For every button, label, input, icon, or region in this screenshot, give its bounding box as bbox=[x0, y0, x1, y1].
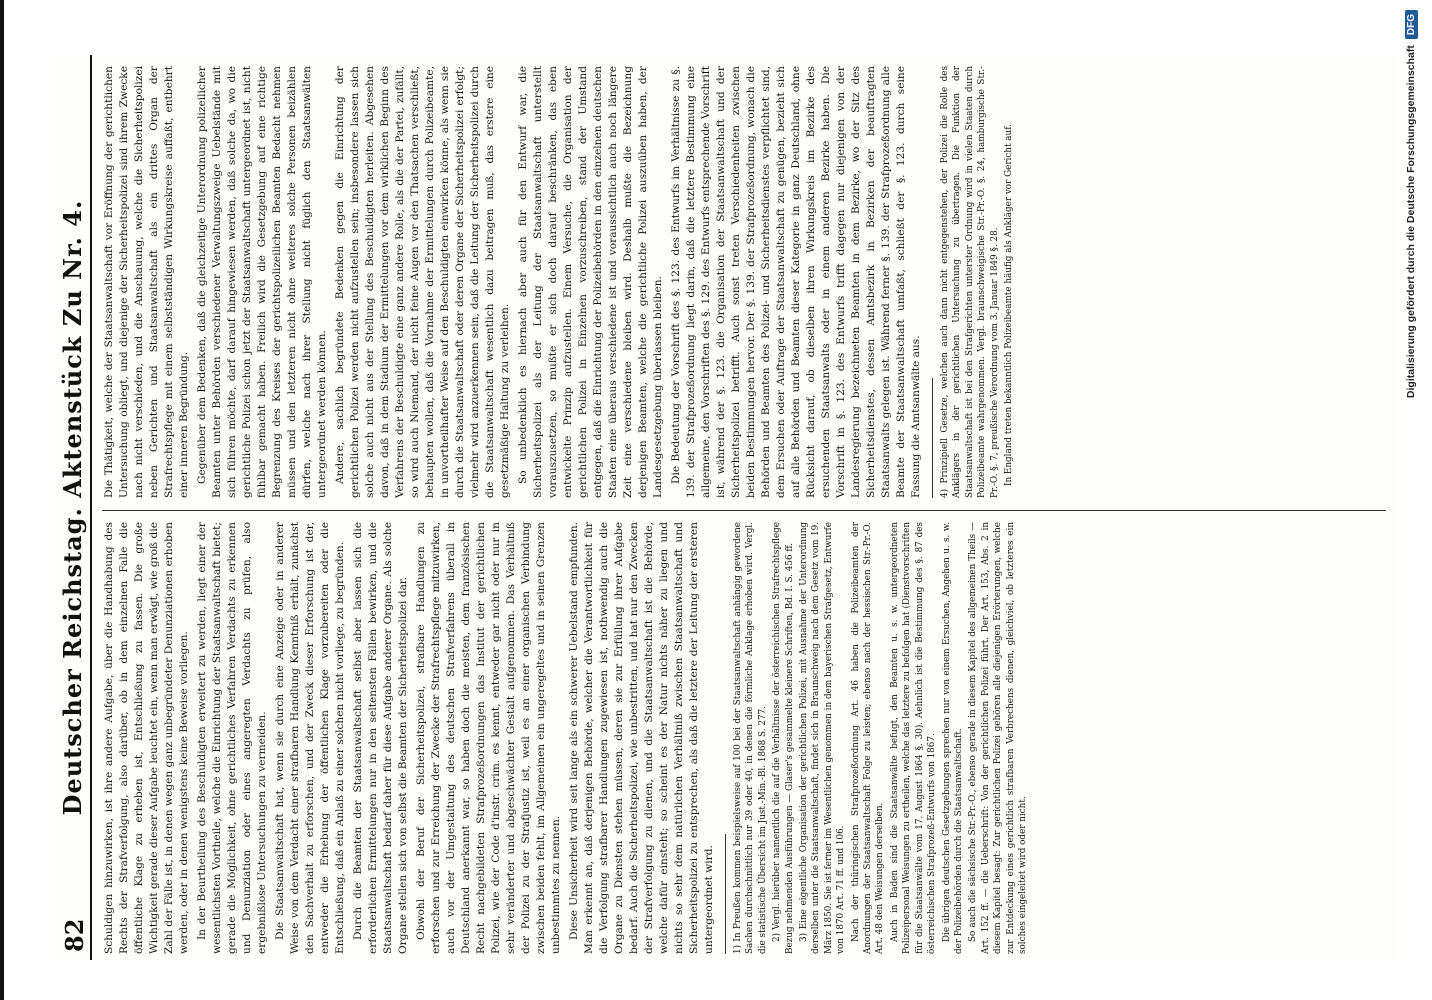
header-rule bbox=[90, 55, 92, 960]
footnote-rule bbox=[932, 378, 933, 498]
footnotes-right bbox=[939, 66, 1015, 498]
footnote-rule bbox=[725, 834, 726, 954]
footnote: 3) Eine eigentliche Organisation der gerichtlichen Polizei, mit Ausnahme der Unterordnung derselben unter die Staatsanwaltschaft, findet sich in Braunschweig nach dem Gesetz vom 19. März 1850. Sie ist ferner im Wesentlichen genommen in dem bayerischen Strafgesetz, Entwurfe von 1870 Art. 71 ff. und 106. bbox=[799, 522, 847, 954]
left-column bbox=[102, 522, 1396, 954]
paragraph: Schuldigen hinzuwirken, ist ihre andere Aufgabe, über die Handhabung des Rechts der Strafverfolgung, also darüber, ob in dem einzelnen Falle die öffentliche Klage zu erheben ist, Entschließung zu fassen. Die große Wichtigkeit gerade dieser Aufgabe leuchtet ein, wenn man erwägt, wie groß die Zahl der Fälle ist, in denen wegen ganz unbegründeter Denunziationen erhoben werden, oder in denen wenigstens keine Beweise vorliegen. bbox=[103, 522, 190, 954]
footnotes-left bbox=[732, 522, 1029, 954]
footnote: 4) Prinzipiell Gesetze, welchen auch dann nicht entgegenstehen, der Polizei die Rolle des Anklägers in der gerichtlichen Untersuchung zu übertragen. Die Funktion der Staatsanwaltschaft ist bei den Strafgerichten unterster Ordnung wird in vielen Staaten durch Polizeibeamte wahrgenommen. Vergl. braunschweigische Str.-Pr.-O. §. 24, hamburgische Str.-Pr.-O. §. 7, preußische Verordnung vom 3. Januar 1849 §. 28. bbox=[940, 66, 1000, 498]
footnote: Die übrigen deutschen Gesetzgebungen sprechen nur von einem Ersuchen, Angehen u. s. w. der Polizeibehörden durch die Staatsanwaltschaft. bbox=[941, 522, 964, 954]
paragraph: So unbedenklich es hiernach aber auch für den Entwurf war, die Sicherheitspolizei als der Leitung der Staatsanwaltschaft unterstellt vorauszusetzen, so mußte er sich doch darauf beschränken, das eben entwickelte Prinzip aufzustellen. Einem Versuche, die Organisation der gerichtlichen Polizei in Einzelnen vorzuschreiben, stand der Umstand entgegen, daß die Einrichtung der Polizeibehörden in den einzelnen deutschen Staaten eine überaus verschiedene ist und voraussichtlich auch noch längere Zeit eine verschiedene bleiben wird. Deshalb mußte die Bezeichnung derjenigen Beamten, welche die gerichtliche Polizei auszuüben haben, der Landesgesetzgebung überlassen bleiben. bbox=[517, 66, 664, 498]
paragraph: Andere, sachlich begründete Bedenken gegen die Einrichtung der gerichtlichen Polizei werden nicht aufzustellen sein; insbesondere lassen sich solche auch nicht aus der Stellung des Beschuldigten herleiten. Abgesehen davon, daß in dem Stadium der Ermittelungen vor dem wirklichen Beginn des Verfahrens der Beschuldigte eine ganz andere Rolle, als die der Partei, zufällt, so wird auch Niemand, der nicht feine Augen vor den Thatsachen verschließt, behaupten wollen, daß die Vornahme der Ermittelungen durch Polizeibeamte, in unvortheilhafter Weise auf den Beschuldigten einwirken könne, als wenn sie durch die Staatsanwaltschaft oder deren Organe der Sicherheitspolizei erfolgt; vielmehr wird anzuerkennen sein, daß die Leitung der Sicherheitspolizei durch die Staatsanwaltschaft wesentlich dazu beitragen muß, das erstere eine gesetzmäßige Haltung zu verleihen. bbox=[334, 66, 511, 498]
column-divider bbox=[102, 510, 1386, 511]
footnote: In England treten bekanntlich Polizeibeamte häufig als Ankläger vor Gericht auf. bbox=[1004, 124, 1015, 486]
paragraph: Die Staatsanwaltschaft hat, wenn sie durch eine Anzeige oder in anderer Weise von dem Verdacht einer strafbaren Handlung Kenntniß erhält, zunächst den Sachverhalt zu erforschen, und der Zweck dieser Erforschung ist der, entweder die Erhebung der öffentlichen Klage vorzubereiten oder die Entschließung, daß ein Anlaß zu einer solchen nicht vorliege, zu begründen. bbox=[274, 522, 346, 954]
paragraph: Durch die Beamten der Staatsanwaltschaft selbst aber lassen sich die erforderlichen Ermittelungen nur in den seltensten Fällen bewirken, und die Staatsanwaltschaft bedarf daher für diese Aufgabe anderer Organe. Als solche Organe stellen sich von selbst die Beamten der Sicherheitspolizei dar. bbox=[352, 522, 409, 954]
page-header bbox=[56, 55, 90, 960]
footnote: Auch in Baden sind die Staatsanwälte befugt, den Beamten u. s. w. untergeordneten Polizeipersonal Weisungen zu ertheilen, welche das letztere zu befolgen hat (Dienstvorschriften für die Staatsanwälte vom 17. August 1864 §. 30). Aehnlich ist die Bestimmung des §. 87 des österreichischen Strafprozeß-Entwurfs von 1867. bbox=[889, 522, 938, 954]
credit-text: Digitalisierung gefördert durch die Deutsche Forschungsgemeinschaft bbox=[1405, 45, 1417, 399]
paragraph: In der Beurtheilung des Beschuldigten erweitert zu werden, liegt einer der wesentlichsten Vortheile, welche die Einrichtung der Staatsanwaltschaft bietet; gerade die Möglichkeit, ohne gerichtliches Verfahren Verdachts zu erkennen und Denunziation oder eines angeregten Verdachts zu prüfen, also ergebnißlose Untersuchungen zu vermeiden. bbox=[196, 522, 268, 954]
dfg-logo: DFG bbox=[1405, 10, 1418, 39]
paragraph: Obwohl der Beruf der Sicherheitspolizei, strafbare Handlungen zu erforschen und zur Erreichung der Zwecke der Strafrechtspflege mitzuwirken, auch vor der Umgestaltung des deutschen Strafverfahrens überall in Deutschland anerkannt war, so haben doch die meisten, dem französischen Recht nachgebildeten Strafprozeßordnungen das Institut der gerichtlichen Polizei, wie der Code d'instr. crim. es kennt, entweder gar nicht oder nur in sehr veränderter und abgeschwächter Gestalt aufgenommen. Das Verhältniß der Polizei zu der Strafjustiz ist, weil es an einer organischen Verbindung zwischen beiden fehlt, im Allgemeinen ein ungeregeltes und in seinen Grenzen unbestimmtes zu nennen. bbox=[415, 522, 562, 954]
right-column bbox=[102, 66, 1396, 498]
footnote: 1) In Preußen kommen beispielsweise auf 100 bei der Staatsanwaltschaft anhängig gewordene Sachen durchschnittlich nur 39 oder 40, in denen die förmliche Anklage erhoben wird. Vergl. die statistische Übersicht im Just.-Min.-Bl. 1868 S. 277. bbox=[733, 522, 768, 954]
footnote: Nach der thüringischen Strafprozeßordnung Art. 46 haben die Polizeibeamten der Anordnungen der Staatsanwaltschaft Folge zu leisten; ebenso nach der hessischen Str.-Pr.-O. Art. 48 den Weisungen derselben. bbox=[850, 522, 886, 954]
running-title: Deutscher Reichstag. Aktenstück Zu Nr. 4. bbox=[58, 199, 87, 816]
document-page bbox=[56, 55, 1396, 960]
paragraph: Die Thätigkeit, welche der Staatsanwaltschaft vor Eröffnung der gerichtlichen Untersuchung obliegt, und diejenige der Sicherheitspolizei sind ihrem Zwecke nach nicht verschieden, und die Anschauung, welche die Sicherheitspolizei neben Gerichten und Staatsanwaltschaft als ein drittes Organ der Strafrechtspflege mit einem selbstständigen Wirkungskreise auffaßt, entbehrt einer inneren Begründung. bbox=[103, 66, 190, 498]
credit-line bbox=[1405, 10, 1418, 990]
paragraph: Die Bedeutung der Vorschrift des §. 123. des Entwurfs im Verhältnisse zu §. 139. der Strafprozeßordnung liegt darin, daß die letztere Bestimmung eine allgemeine, den Vorschriften des §. 129. des Entwurfs entsprechende Vorschrift ist, während der §. 123. die Organisation der Staatsanwaltschaft und der Sicherheitspolizei betrifft. Auch sonst treten Verschiedenheiten zwischen beiden Bestimmungen hervor. Der §. 139. der Strafprozeßordnung, wonach die Behörden und Beamten des Polizei- und Sicherheitsdienstes verpflichtet sind, dem Ersuchen oder Auftrage der Staatsanwaltschaft zu genügen, bezieht sich auf alle Behörden und Beamten dieser Kategorie in ganz Deutschland, ohne Rücksicht darauf, ob dieselben ihren Wirkungskreis im Bezirke des ersuchenden Staatsanwalts oder in einem anderen Bezirke haben. Die Vorschrift in §. 123. des Entwurfs trifft dagegen nur diejenigen von der Landesregierung bezeichneten Beamten in dem Bezirke, wo der Sitz des Sicherheitsdienstes, dessen Amtsbezirk in Bezirken der beauftragten Staatsanwalts gelegen ist. Während ferner §. 139. der Strafprozeßordnung alle Beamte der Staatsanwaltschaft umfaßt, schließt der §. 123. durch seine Fassung die Amtsanwälte aus. bbox=[670, 66, 922, 498]
footnote: So auch die sächsische Str.-Pr.-O., ebenso gerade in diesem Kapitel des allgemeinen Theils — Art. 152 ff. — die Ueberschrift: Von der gerichtlichen Polizei führt. Der Art. 153, Abs. 2 in diesem Kapitel besagt: Zur gerichtlichen Polizei gehören alle diejenigen Erörterungen, welche zur Entdeckung eines gerichtlich strafbaren Verbrechens dienen, gleichviel, ob letzteres ein solches eingeleitet wird oder nicht. bbox=[968, 522, 1028, 954]
paragraph: Gegenüber dem Bedenken, daß die gleichzeitige Unterordnung polizeilicher Beamten unter Behörden verschiedener Verwaltungszweige Uebelstände mit sich führen möchte, darf darauf hingewiesen werden, daß solche da, wo die gerichtliche Polizei schon jetzt der Staatsanwaltschaft untergeordnet ist, nicht fühlbar gemacht haben. Freilich wird die Gesetzgebung auf eine richtige Begrenzung des Kreises der gerichtspolizeilichen Beamten Bedacht nehmen müssen und den letzteren nicht ohne weiteres solche Personen beizählen dürfen, welche nach ihrer Stellung nicht füglich den Staatsanwälten untergeordnet werden können. bbox=[196, 66, 328, 498]
footnote: 2) Vergl. hierüber namentlich die auf die Verhältnisse der österreichischen Strafrechtspflege Bezug nehmenden Ausführungen — Glaser's gesammelte kleinere Schriften, Bd. I. S. 456 ff. bbox=[772, 522, 795, 954]
scan-binding-edge bbox=[0, 0, 4, 1000]
paragraph: Diese Unsicherheit wird seit lange als ein schwerer Uebelstand empfunden. Man erkennt an, daß derjenigen Behörde, welcher die Verantwortlichkeit für die Verfolgung strafbarer Handlungen zugewiesen ist, nothwendig auch die Organe zu Diensten stehen müssen, deren sie zur Erfüllung ihrer Aufgabe bedarf. Auch die Sicherheitspolizei, wie unbestritten, und hat nur den Zwecken der Strafverfolgung zu dienen, und die Staatsanwaltschaft ist die Behörde, welche dafür einsteht; so scheint es der Natur nichts näher zu liegen und nichts so sehr dem natürlichen Verhältniß zwischen Staatsanwaltschaft und Sicherheitspolizei zu entsprechen, als daß die letztere der Leitung der ersteren untergeordnet wird. bbox=[568, 522, 715, 954]
page-number: 82 bbox=[60, 918, 89, 952]
digitization-credit bbox=[1392, 0, 1432, 1000]
